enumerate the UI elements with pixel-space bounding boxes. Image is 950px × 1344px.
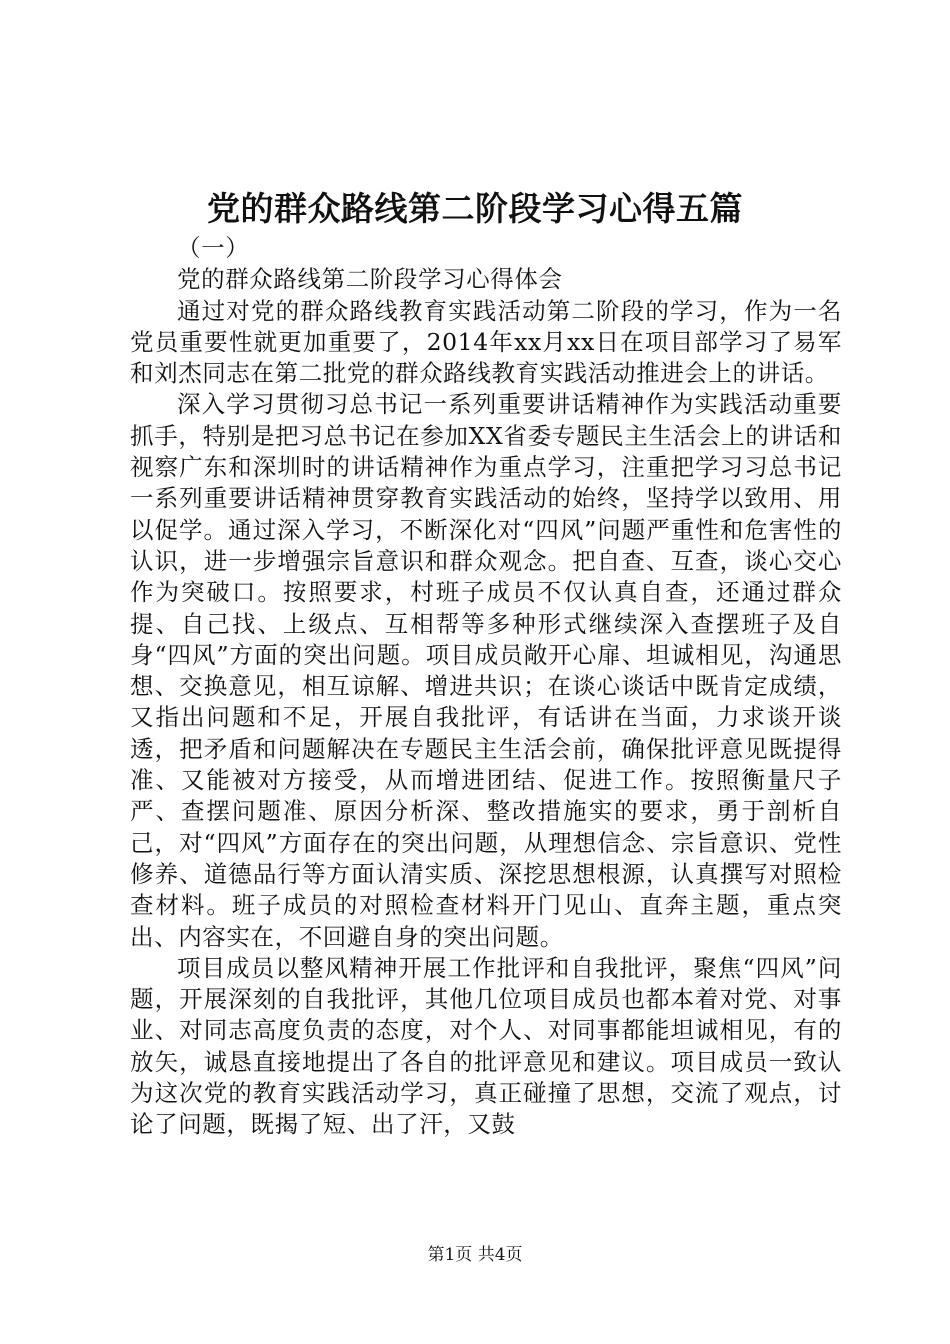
paragraph: 项目成员以整风精神开展工作批评和自我批评，聚焦“四风”问题，开展深刻的自我批评，其他几位项目成员也都本着对党、对事业、对同志高度负责的态度，对个人、对同事都能坦诚相见，有的放矢，诚恳直接地提出了各自的批评意见和建议。项目成员一致认为这次党的教育实践活动学习，真正碰撞了思想，交流了观点，讨论了问题，既揭了短、出了汗，又鼓	[130, 953, 842, 1139]
page-footer: 第1页 共4页	[427, 1245, 523, 1265]
paragraph: 通过对党的群众路线教育实践活动第二阶段的学习，作为一名党员重要性就更加重要了，2014年xx月xx日在项目部学习了易军和刘杰同志在第二批党的群众路线教育实践活动推进会上的讲话。	[130, 296, 842, 388]
section-number: （一）	[177, 234, 250, 262]
paragraph: 深入学习贯彻习总书记一系列重要讲话精神作为实践活动重要抓手，特别是把习总书记在参加XX省委专题民主生活会上的讲话和视察广东和深圳时的讲话精神作为重点学习，注重把学习习总书记一系列重要讲话精神贯穿教育实践活动的始终，坚持学以致用、用以促学。通过深入学习，不断深化对“四风”问题严重性和危害性的认识，进一步增强宗旨意识和群众观念。把自查、互查，谈心交心作为突破口。按照要求，村班子成员不仅认真自查，还通过群众提、自己找、上级点、互相帮等多种形式继续深入查摆班子及自身“四风”方面的突出问题。项目成员敞开心扉、坦诚相见，沟通思想、交换意见，相互谅解、增进共识；在谈心谈话中既肯定成绩，又指出问题和不足，开展自我批评，有话讲在当面，力求谈开谈透，把矛盾和问题解决在专题民主生活会前，确保批评意见既提得准、又能被对方接受，从而增进团结、促进工作。按照衡量尺子严、查摆问题准、原因分析深、整改措施实的要求，勇于剖析自己，对“四风”方面存在的突出问题，从理想信念、宗旨意识、党性修养、道德品行等方面认清实质、深挖思想根源，认真撰写对照检查材料。班子成员的对照检查材料开门见山、直奔主题，重点突出、内容实在，不回避自身的突出问题。	[130, 390, 842, 951]
document-body	[130, 233, 842, 1141]
document-title: 党的群众路线第二阶段学习心得五篇	[207, 189, 743, 228]
section-heading: 党的群众路线第二阶段学习心得体会	[177, 265, 563, 294]
